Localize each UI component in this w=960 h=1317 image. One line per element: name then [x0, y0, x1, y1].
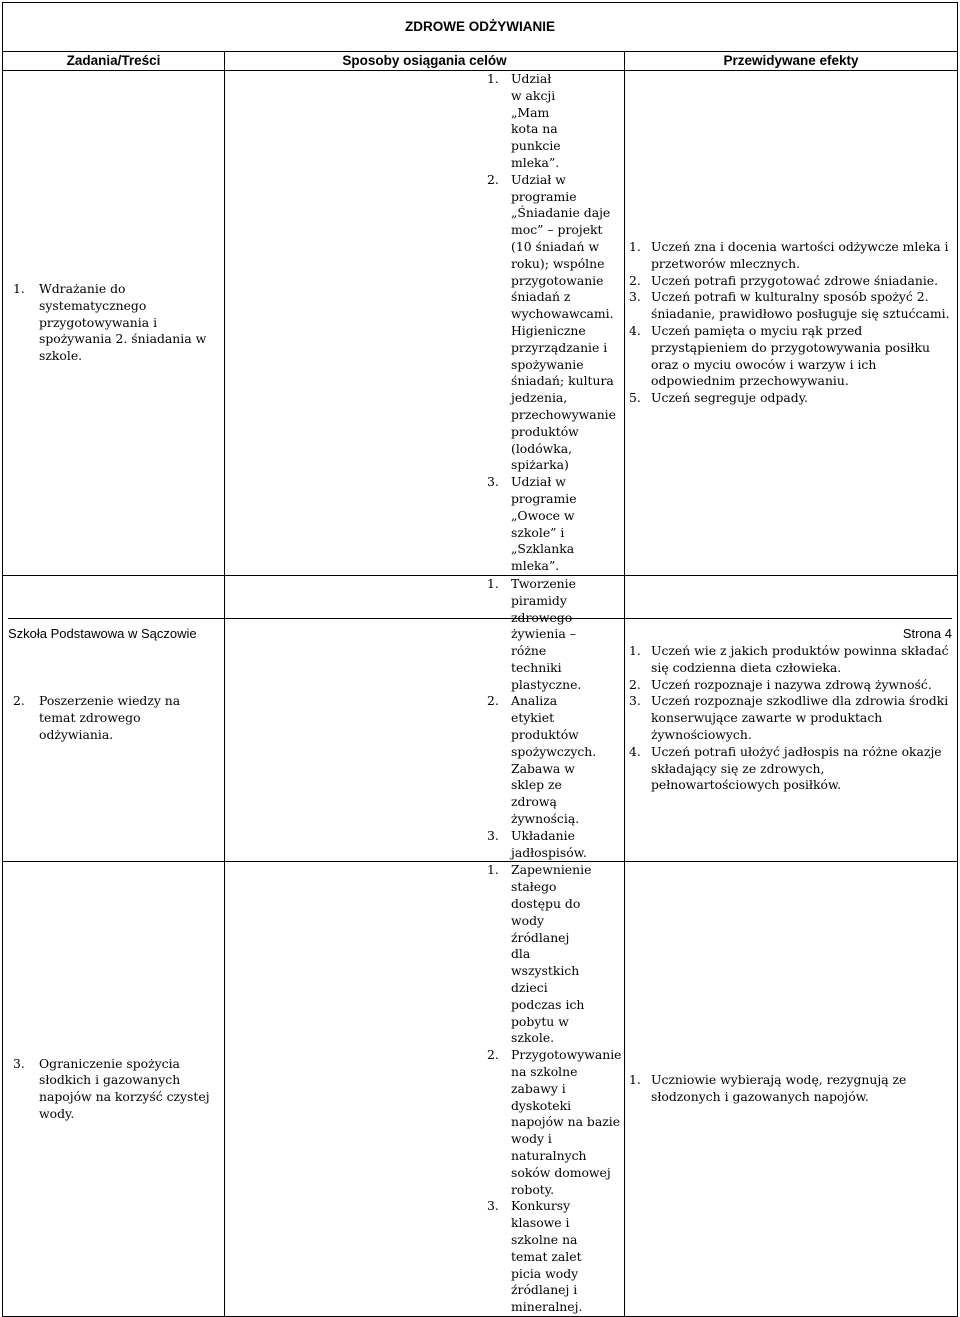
item-text: Uczeń zna i docenia wartości odżywcze mleka i przetworów mlecznych. [651, 238, 949, 271]
list-item [625, 390, 951, 407]
list-item [625, 693, 951, 743]
item-number: 4. [629, 322, 641, 338]
methods-cell [225, 71, 625, 576]
list-item [13, 1056, 214, 1123]
footer-page-number: Strona 4 [902, 626, 952, 641]
list-item [625, 239, 951, 273]
footer-school-name: Szkoła Podstawowa w Sączowie [8, 626, 197, 641]
table-row [3, 862, 958, 1317]
item-number: 3. [629, 693, 641, 709]
item-number: 3. [487, 474, 499, 490]
header-methods: Sposoby osiągania celów [225, 52, 625, 71]
item-number: 2. [629, 676, 641, 692]
item-text: Ograniczenie spożycia słodkich i gazowanych napojów na korzyść czystej wody. [39, 1055, 210, 1121]
effects-cell [625, 71, 958, 576]
item-text: Udział w akcji „Mam kota na punkcie mleka”. [511, 71, 561, 170]
item-number: 2. [629, 272, 641, 288]
item-number: 2. [487, 693, 499, 709]
item-text: Przygotowywanie na szkolne zabawy i dyskoteki napojów na bazie wody i naturalnych soków domowej roboty. [511, 1047, 622, 1197]
list-item [487, 862, 592, 1047]
item-number: 2. [487, 1047, 499, 1063]
item-text: Uczeń potrafi w kulturalny sposób spożyć 2. śniadanie, prawidłowo posługuje się sztućcami. [651, 289, 950, 322]
item-number: 1. [487, 575, 499, 591]
list-item [487, 693, 597, 827]
item-number: 2. [13, 693, 25, 709]
list-item [487, 827, 587, 862]
item-text: Tworzenie piramidy zdrowego żywienia – różne techniki plastyczne. [511, 575, 582, 692]
header-effects: Przewidywane efekty [625, 52, 958, 71]
item-number: 3. [13, 1055, 25, 1071]
item-number: 1. [13, 280, 25, 296]
item-text: Uczeń potrafi ułożyć jadłospis na różne okazje składający się ze zdrowych, pełnowartościowych posiłków. [651, 743, 942, 793]
list-item [625, 677, 951, 694]
item-text: Uczeń rozpoznaje i nazywa zdrową żywność. [651, 676, 932, 692]
item-text: Uczeń potrafi przygotować zdrowe śniadanie. [651, 272, 939, 288]
item-number: 1. [487, 862, 499, 878]
list-item [625, 643, 951, 677]
item-text: Uczeń pamięta o myciu rąk przed przystąpieniem do przygotowywania posiłku oraz o myciu owoców i warzyw i ich odpowiednim przechowywaniu. [651, 322, 930, 389]
tasks-cell [3, 862, 225, 1317]
program-table [2, 2, 958, 1317]
methods-cell [225, 862, 625, 1317]
item-number: 5. [629, 390, 641, 406]
item-text: Poszerzenie wiedzy na temat zdrowego odżywiania. [39, 693, 181, 743]
list-item [625, 744, 951, 794]
list-item [487, 171, 616, 474]
item-number: 4. [629, 743, 641, 759]
item-text: Uczeń segreguje odpady. [651, 390, 808, 406]
item-text: Udział w programie „Śniadanie daje moc” – projekt (10 śniadań w roku); wspólne przygotowanie śniadań z wychowawcami. Higieniczne przyrządzanie i spożywanie śniadań; kultura jedzenia, przechowywanie produktów (lodówka, spiżarka) [511, 171, 616, 473]
item-text: Udział w programie „Owoce w szkole” i „Szklanka mleka”. [511, 474, 577, 574]
item-text: Układanie jadłospisów. [511, 827, 587, 860]
footer-rule [8, 618, 952, 619]
list-item [487, 575, 582, 694]
item-number: 1. [629, 643, 641, 659]
list-item [13, 281, 214, 365]
item-number: 1. [487, 71, 499, 86]
table-row [3, 71, 958, 576]
tasks-cell [3, 71, 225, 576]
header-tasks: Zadania/Treści [3, 52, 225, 71]
item-number: 1. [629, 238, 641, 254]
list-item [487, 474, 577, 575]
list-item [487, 71, 564, 172]
item-text: Zapewnienie stałego dostępu do wody źródlanej dla wszystkich dzieci podczas ich pobytu w szkole. [511, 862, 592, 1046]
list-item [487, 1047, 622, 1198]
item-text: Analiza etykiet produktów spożywczych. Zabawa w sklep ze zdrową żywnością. [511, 693, 597, 827]
item-number: 3. [629, 289, 641, 305]
item-number: 3. [487, 827, 499, 843]
item-text: Uczeń wie z jakich produktów powinna składać się codzienna dieta człowieka. [651, 643, 949, 675]
list-item [13, 693, 214, 743]
item-number: 1. [629, 1072, 641, 1088]
list-item [625, 273, 951, 290]
table-title: ZDROWE ODŻYWIANIE [3, 3, 958, 52]
list-item [625, 289, 951, 323]
effects-cell [625, 862, 958, 1317]
list-item [487, 1198, 583, 1316]
item-text: Wdrażanie do systematycznego przygotowywania i spożywania 2. śniadania w szkole. [39, 280, 207, 364]
item-text: Konkursy klasowe i szkolne na temat zalet picia wody źródlanej i mineralnej. [511, 1198, 583, 1315]
item-number: 2. [487, 171, 499, 187]
item-text: Uczniowie wybierają wodę, rezygnują ze słodzonych i gazowanych napojów. [651, 1072, 907, 1105]
item-text: Uczeń rozpoznaje szkodliwe dla zdrowia środki konserwujące zawarte w produktach żywnościowych. [651, 693, 949, 743]
list-item [625, 323, 951, 390]
list-item [625, 1072, 951, 1106]
item-number: 3. [487, 1198, 499, 1214]
